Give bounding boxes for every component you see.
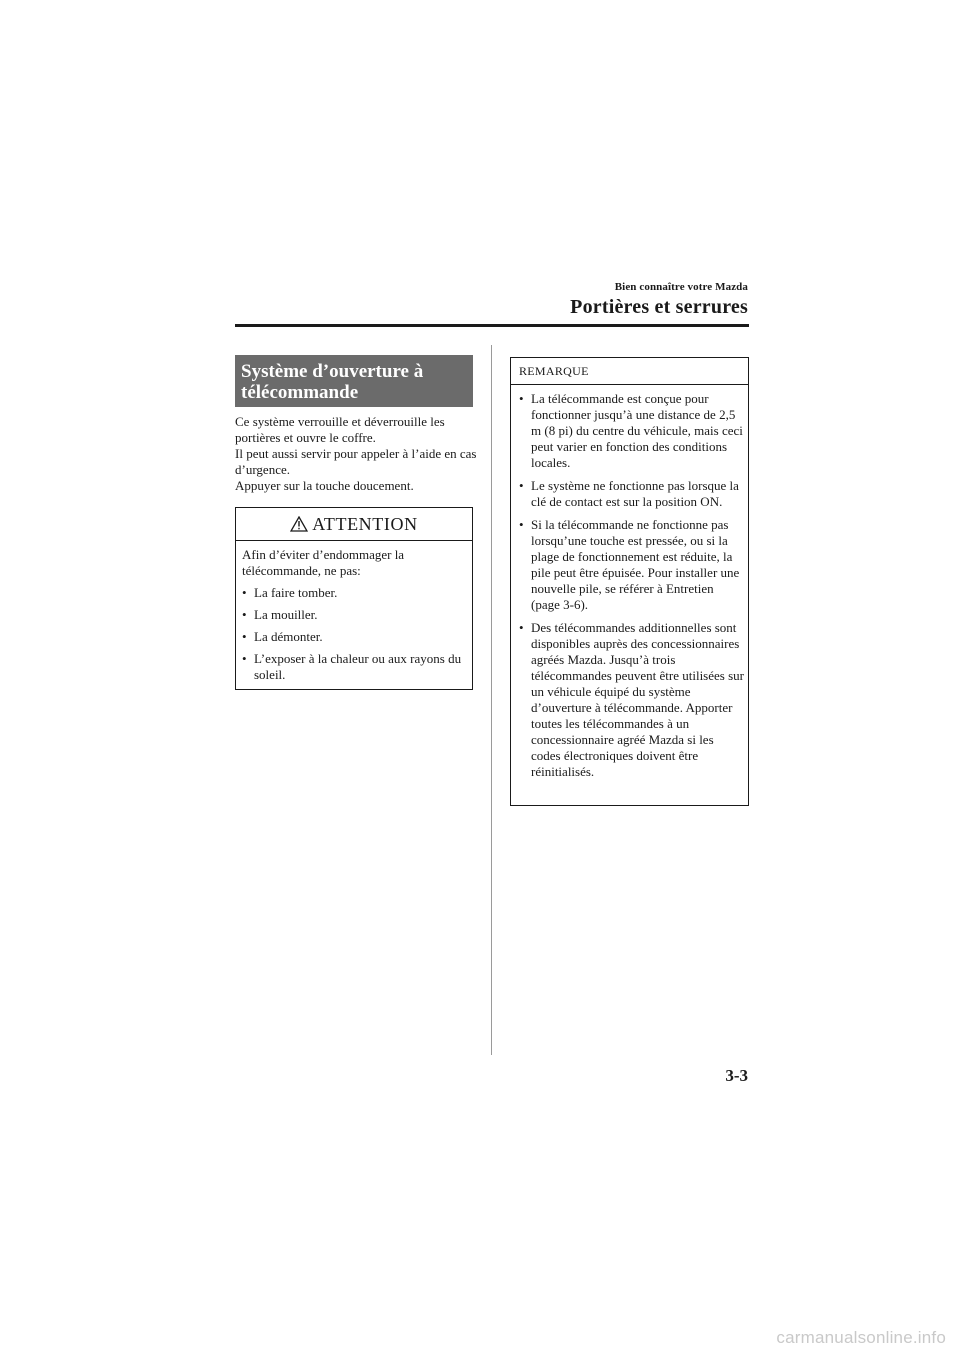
chapter-header: Bien connaître votre Mazda xyxy=(614,281,748,293)
note-box xyxy=(510,357,749,806)
attention-lead: Afin d’éviter d’endommager la télécommande, ne pas: xyxy=(242,547,405,578)
watermark: carmanualsonline.info xyxy=(776,1328,946,1347)
attention-heading xyxy=(236,508,472,541)
column-divider xyxy=(491,345,492,1055)
list-item: • L’exposer à la chaleur ou aux rayons du soleil. xyxy=(242,651,466,683)
intro-paragraph: Appuyer sur la touche doucement. xyxy=(235,478,414,493)
warning-triangle-icon xyxy=(290,516,308,532)
list-item: • La mouiller. xyxy=(242,607,466,623)
list-item: • Des télécommandes additionnelles sont disponibles auprès des concessionnaires agréés Mazda. Jusqu’à trois télécommandes peuvent être utilisées sur un véhicule équipé du système d’ouverture à télécommande. Apporter toutes les télécommandes à un concessionnaire agréé Mazda si les codes électroniques doivent être réinitialisés. xyxy=(519,620,744,780)
topic-title-line-1: Système d’ouverture à xyxy=(241,361,424,382)
attention-list xyxy=(242,585,466,683)
list-item: • La télécommande est conçue pour fonctionner jusqu’à une distance de 2,5 m (8 pi) du centre du véhicule, mais ceci peut varier en fonction des conditions locales. xyxy=(519,391,744,471)
attention-box xyxy=(235,507,473,690)
list-item: • La faire tomber. xyxy=(242,585,466,601)
intro-text xyxy=(235,414,477,494)
intro-paragraph: Il peut aussi servir pour appeler à l’aide en cas d’urgence. xyxy=(235,446,477,477)
section-title: Portières et serrures xyxy=(570,296,748,318)
list-item: • Le système ne fonctionne pas lorsque la clé de contact est sur la position ON. xyxy=(519,478,744,510)
header-rule xyxy=(235,324,749,327)
topic-title xyxy=(235,355,473,407)
attention-heading-text: ATTENTION xyxy=(312,513,418,534)
attention-body xyxy=(236,541,472,683)
note-heading: REMARQUE xyxy=(511,358,748,385)
intro-paragraph: Ce système verrouille et déverrouille les portières et ouvre le coffre. xyxy=(235,414,445,445)
list-item: • Si la télécommande ne fonctionne pas lorsqu’une touche est pressée, ou si la plage de fonctionnement est réduite, la pile peut être épuisée. Pour installer une nouvelle pile, se référer à Entretien (page 3-6). xyxy=(519,517,744,613)
list-item: • La démonter. xyxy=(242,629,466,645)
page-number: 3-3 xyxy=(725,1066,748,1085)
topic-title-line-2: télécommande xyxy=(241,382,359,403)
note-body xyxy=(511,385,748,780)
note-list xyxy=(519,391,744,780)
